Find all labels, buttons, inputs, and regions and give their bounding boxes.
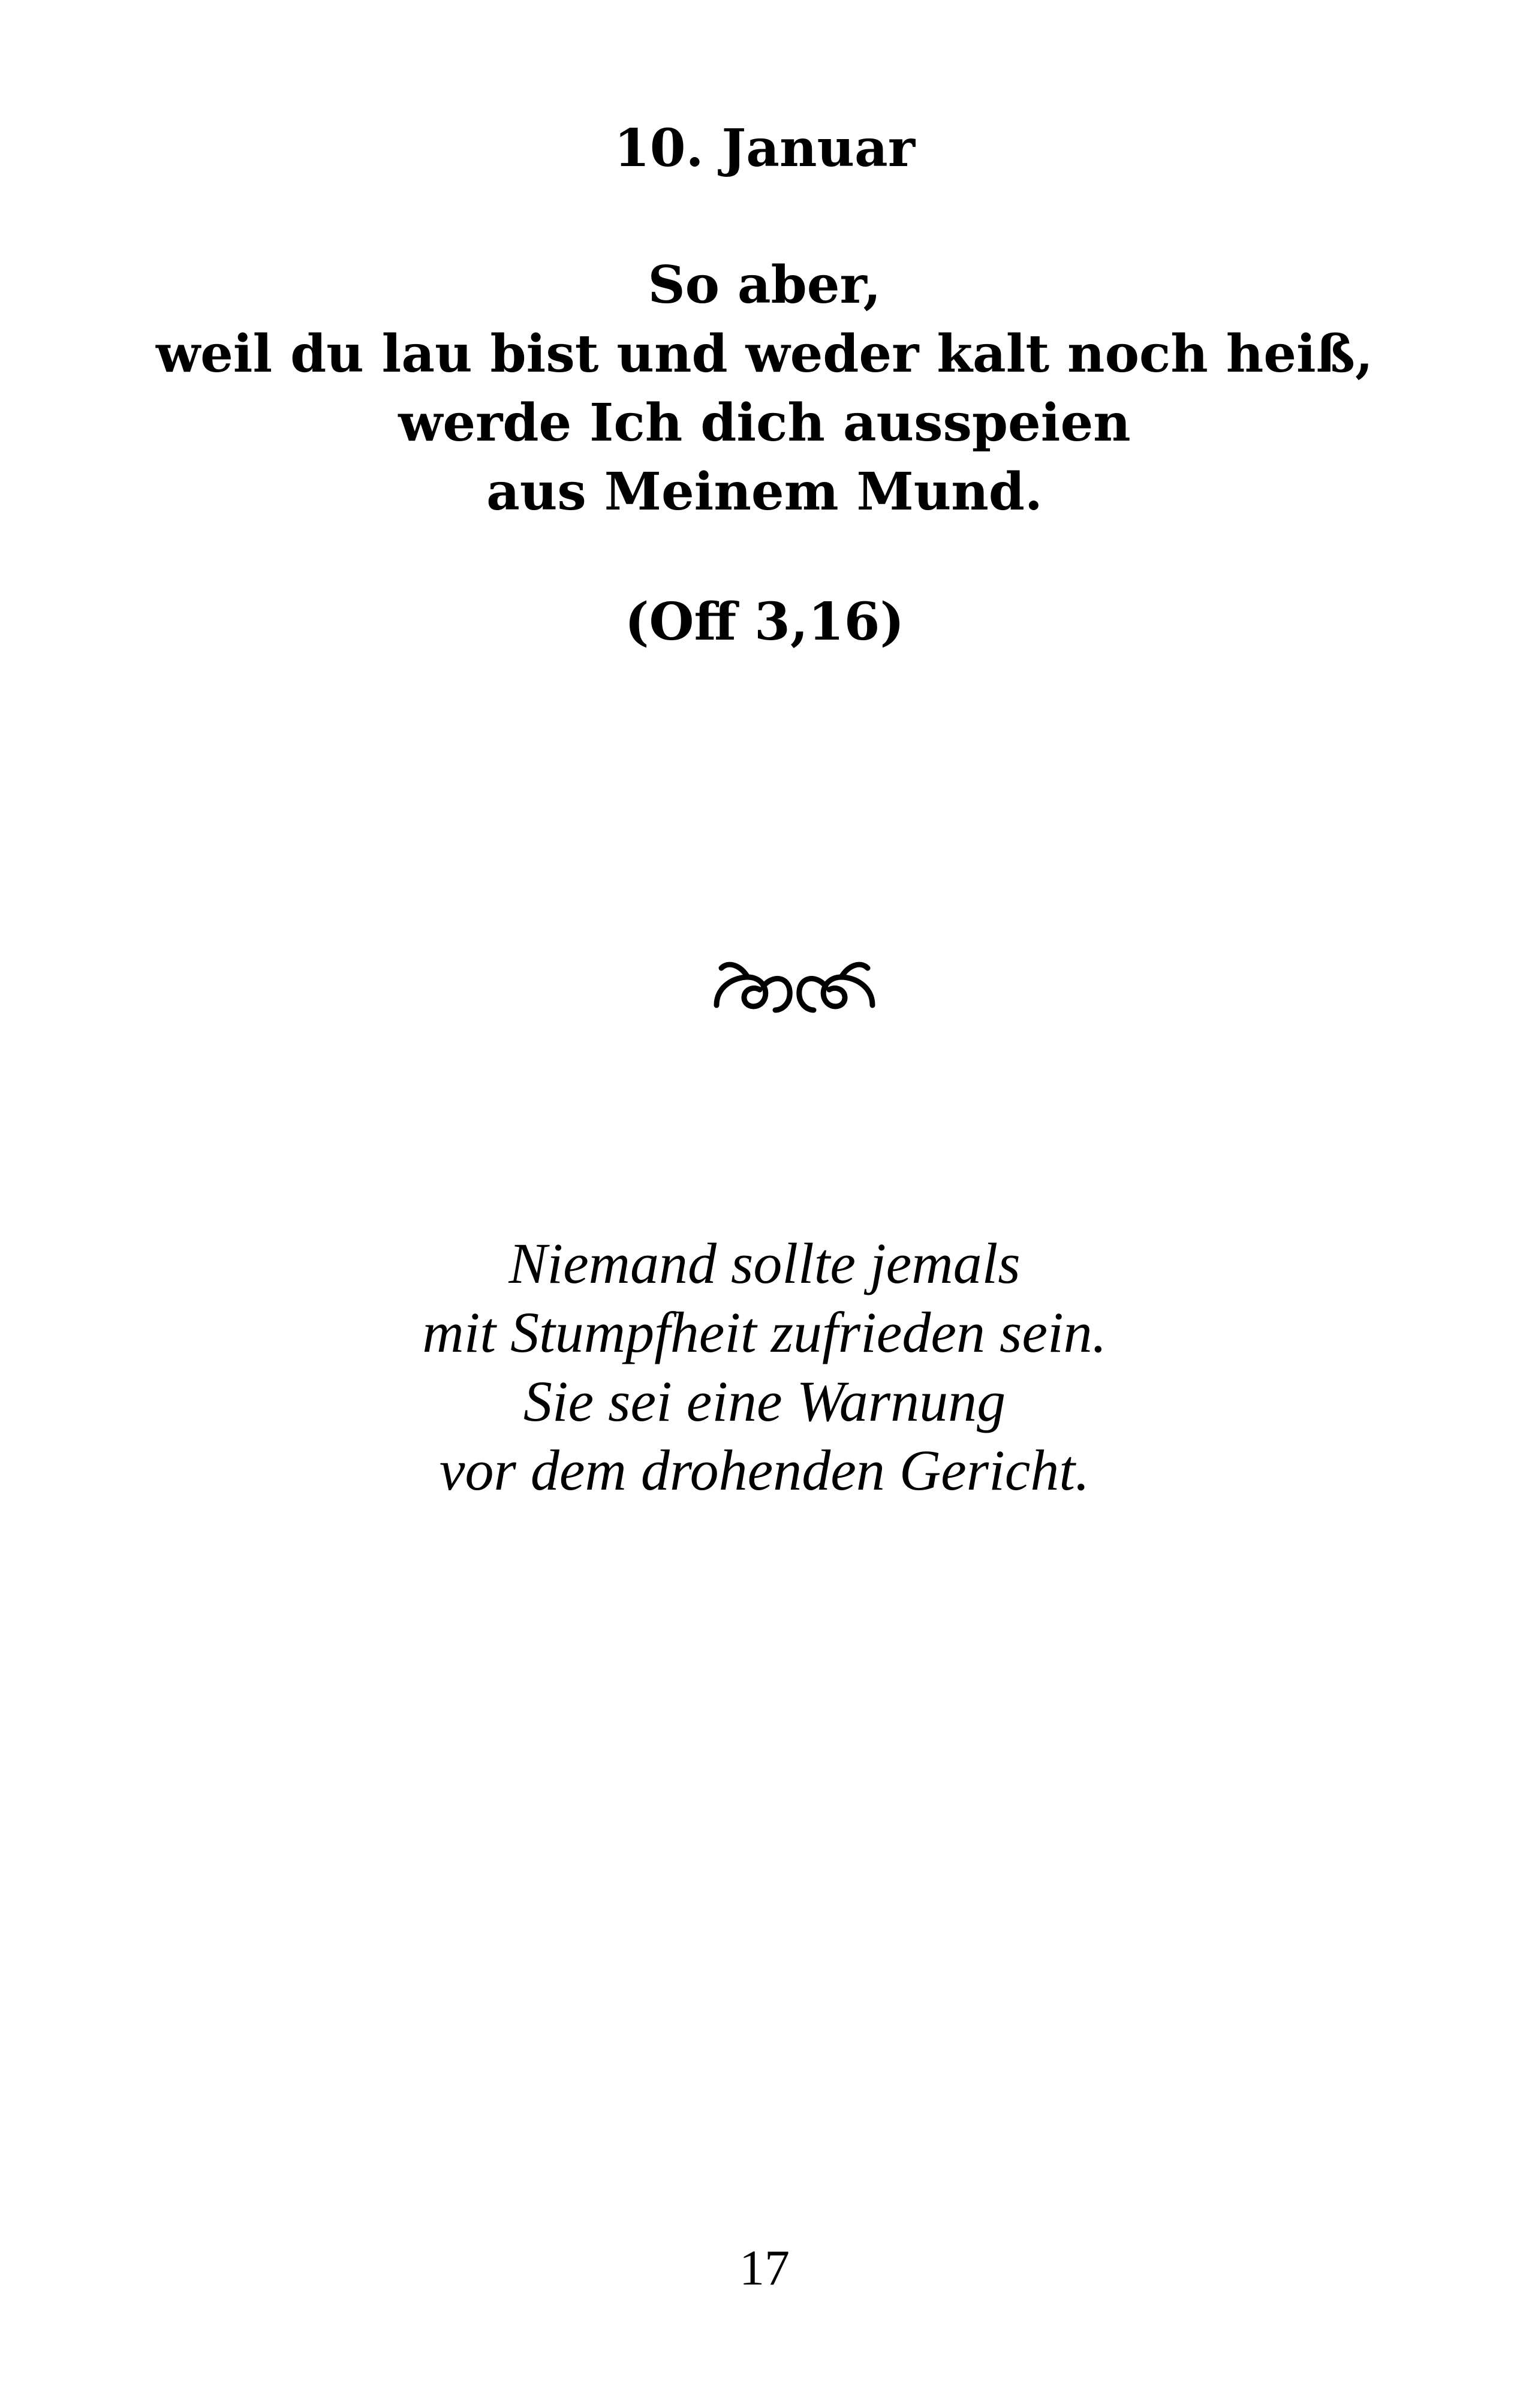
verse-reference: (Off 3,16) bbox=[624, 592, 905, 652]
verse-line: aus Meinem Mund. bbox=[486, 462, 1043, 522]
page-number: 17 bbox=[739, 2240, 790, 2296]
verse-line: weil du lau bist und weder kalt noch heiß, bbox=[156, 324, 1373, 384]
reflection-line: vor dem drohenden Gericht. bbox=[439, 1438, 1090, 1502]
ornament-icon bbox=[705, 950, 884, 1016]
verse-line: werde Ich dich ausspeien bbox=[398, 393, 1131, 453]
date-heading: 10. Januar bbox=[613, 118, 916, 179]
reflection-line: Sie sei eine Warnung bbox=[523, 1369, 1006, 1433]
reflection-line: Niemand sollte jemals bbox=[508, 1231, 1021, 1295]
reflection-line: mit Stumpfheit zufrieden sein. bbox=[422, 1300, 1107, 1364]
verse-line: So aber, bbox=[648, 255, 881, 315]
